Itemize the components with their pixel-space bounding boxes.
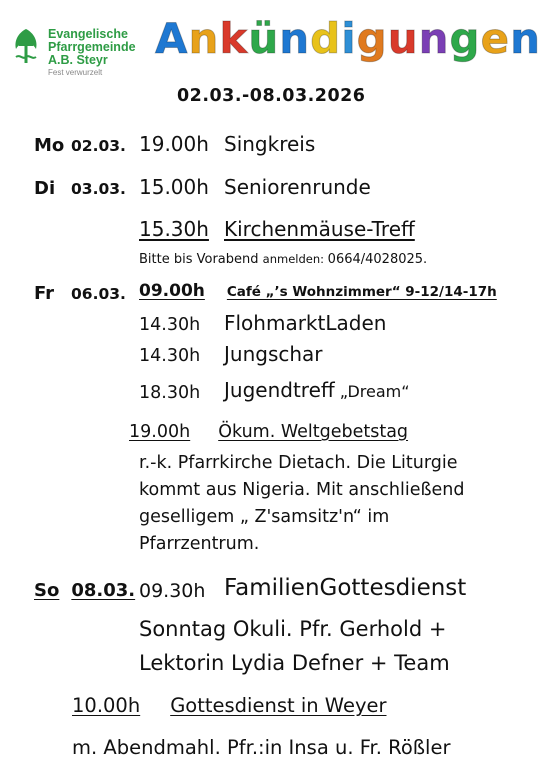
time-fri-2: 14.30h — [139, 315, 201, 335]
time-tue-2: 15.30h — [139, 217, 209, 241]
title-letter: n — [418, 14, 450, 63]
event-fri-2: FlohmarktLaden — [224, 311, 387, 335]
event-mon: Singkreis — [224, 132, 316, 156]
title-letter: u — [387, 14, 419, 63]
sun-weyer-row: 10.00h Gottesdienst in Weyer — [72, 694, 387, 717]
church-logo-icon — [10, 27, 42, 65]
title-letter: d — [310, 14, 342, 63]
title-letter: n — [279, 14, 311, 63]
event-fri-3: Jungschar — [224, 342, 323, 366]
event-sun-1: FamilienGottesdienst — [224, 575, 467, 601]
day-label-mon: Mo — [34, 135, 65, 156]
title-letter: ü — [248, 14, 280, 63]
date-range: 02.03.-08.03.2026 — [177, 86, 366, 106]
page-title — [155, 14, 541, 63]
title-letter: e — [480, 14, 511, 63]
logo-line-1: Evangelische — [48, 27, 128, 41]
time-tue: 15.00h — [139, 175, 209, 199]
sun-desc-2: Lektorin Lydia Defner + Team — [139, 651, 450, 675]
date-tue: 03.03. — [71, 180, 126, 198]
title-letter: g — [449, 14, 481, 63]
logo-tagline: Fest verwurzelt — [48, 68, 103, 77]
tue-note: Bitte bis Vorabend anmelden: 0664/4028025. — [139, 252, 428, 267]
title-letter: i — [341, 14, 357, 63]
title-letter: k — [219, 14, 249, 63]
logo-line-2: Pfarrgemeinde — [48, 40, 136, 54]
date-mon: 02.03. — [71, 137, 126, 155]
title-letter: n — [510, 14, 542, 63]
fri-desc: r.-k. Pfarrkirche Dietach. Die Liturgie kommt aus Nigeria. Mit anschließend geselligem „ Z'samsitz'n“ im Pfarrzentrum. — [139, 453, 465, 554]
title-letter: g — [356, 14, 388, 63]
sun-desc-3: m. Abendmahl. Pfr.:in Insa u. Fr. Rößler — [72, 736, 451, 759]
date-fri: 06.03. — [71, 285, 126, 303]
day-label-tue: Di — [34, 178, 56, 199]
sun-main-row: So 08.03. — [34, 580, 136, 601]
day-label-fri: Fr — [34, 283, 55, 304]
sun-desc-1: Sonntag Okuli. Pfr. Gerhold + — [139, 617, 447, 641]
title-letter: A — [155, 14, 189, 63]
title-letter: n — [188, 14, 220, 63]
event-fri-4: Jugendtreff „Dream“ — [224, 378, 410, 402]
time-mon: 19.00h — [139, 132, 209, 156]
time-fri-3: 14.30h — [139, 346, 201, 366]
event-tue-2: Kirchenmäuse-Treff — [224, 217, 415, 241]
fri-weltgebetstag-row: 19.00h Ökum. Weltgebetstag — [129, 422, 409, 442]
fri-cafe-row: 09.00h Café „’s Wohnzimmer“ 9-12/14-17h — [139, 281, 497, 301]
time-sun-1: 09.30h — [139, 580, 206, 602]
logo-line-3: A.B. Steyr — [48, 53, 108, 67]
event-tue: Seniorenrunde — [224, 175, 371, 199]
time-fri-4: 18.30h — [139, 383, 201, 403]
